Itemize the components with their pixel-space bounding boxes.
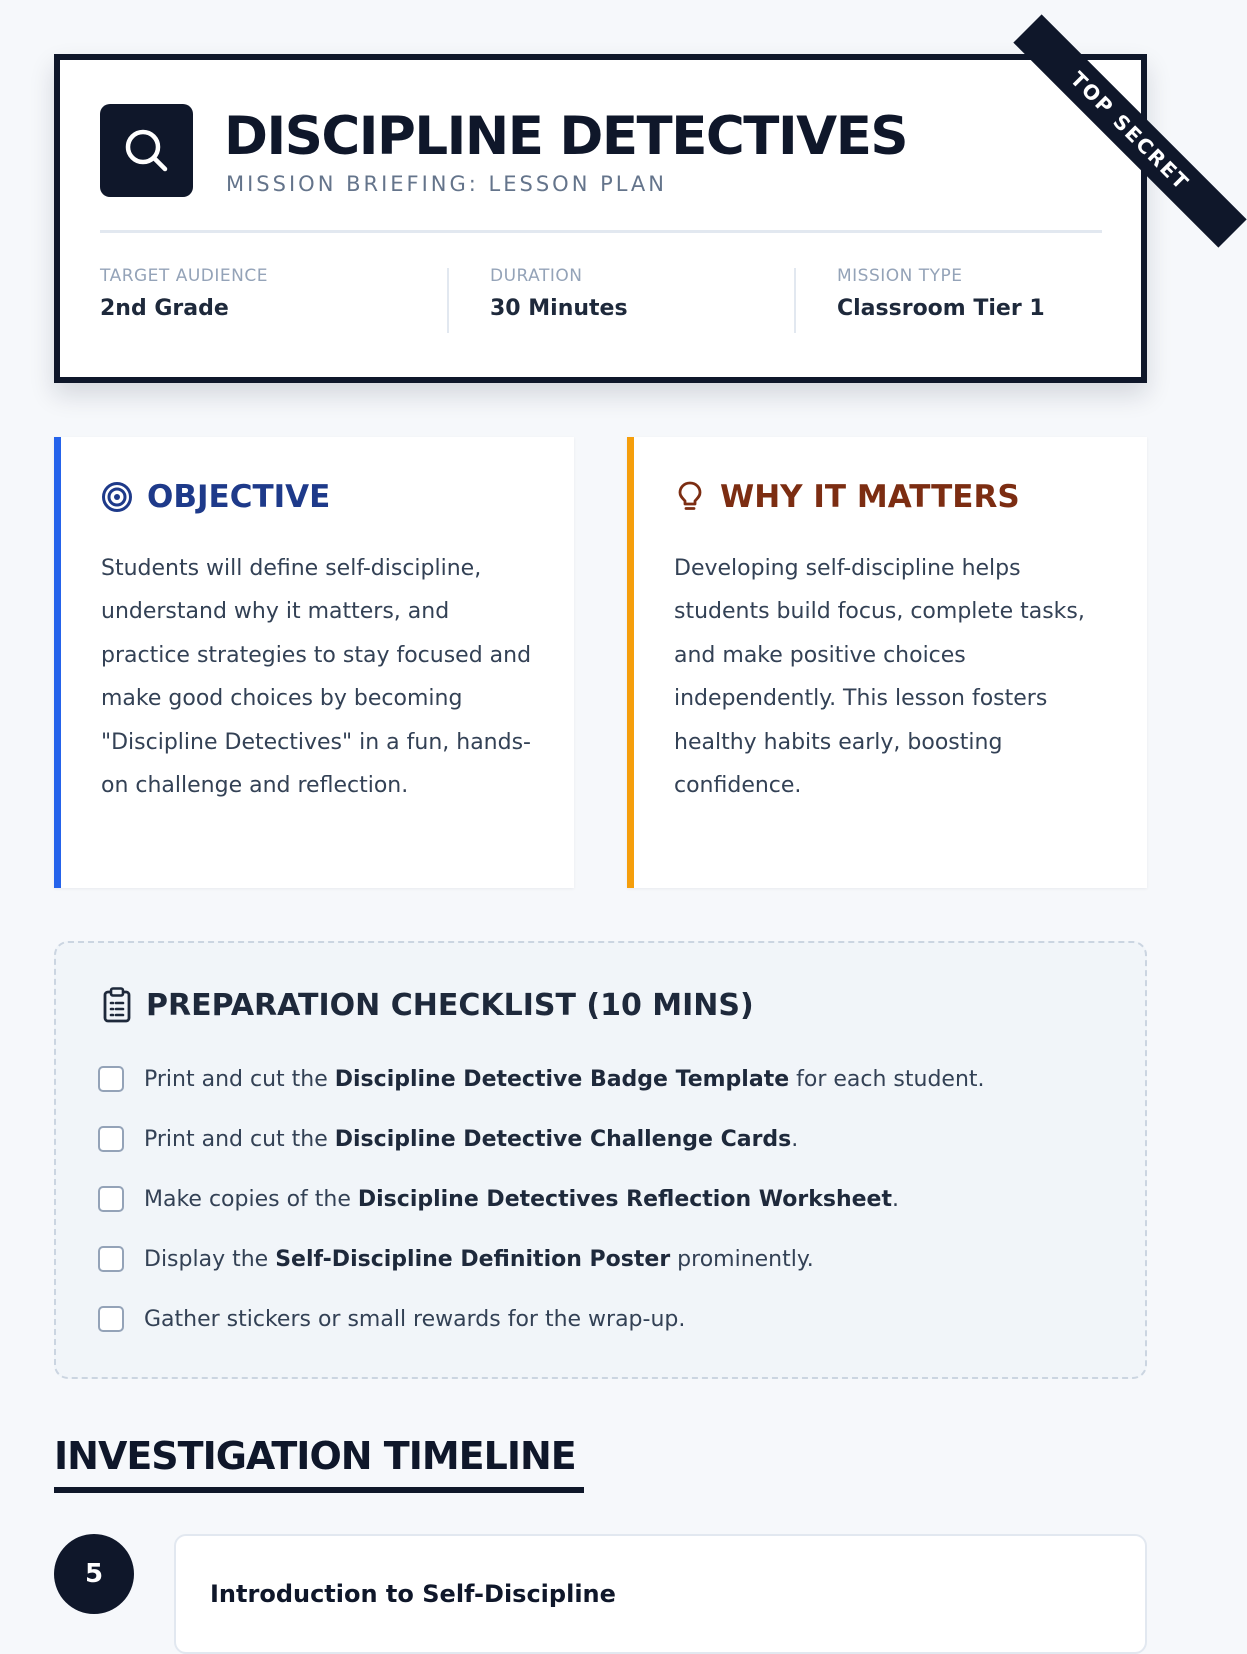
page-title: DISCIPLINE DETECTIVES — [224, 106, 908, 167]
top-secret-ribbon: TOP SECRET — [1013, 14, 1246, 247]
objective-body: Students will define self-discipline, understand why it matters, and practice strategies to stay focused and make good choices by becoming "Discipline Detectives" in a fun, hands-on challenge and reflection. — [101, 556, 532, 799]
checklist-item[interactable] — [98, 1304, 685, 1334]
checklist-header — [102, 987, 754, 1023]
checkbox[interactable] — [98, 1066, 124, 1092]
why-body: Developing self-discipline helps students build focus, complete tasks, and make positive choices independently. This lesson fosters healthy habits early, boosting confidence. — [674, 556, 1085, 799]
objective-card — [54, 437, 574, 888]
checklist-item-text: Print and cut the Discipline Detective Badge Template for each student. — [144, 1066, 985, 1092]
divider — [100, 230, 1102, 233]
checkbox[interactable] — [98, 1306, 124, 1332]
meta-mission-type — [837, 266, 1045, 336]
checklist-item-text: Print and cut the Discipline Detective Challenge Cards. — [144, 1126, 799, 1152]
meta-label: DURATION — [490, 266, 583, 286]
page-subtitle: MISSION BRIEFING: LESSON PLAN — [226, 172, 668, 196]
why-it-matters-card — [627, 437, 1147, 888]
mission-briefing-card — [54, 54, 1195, 383]
checklist-item[interactable] — [98, 1064, 985, 1094]
meta-value: 2nd Grade — [100, 296, 229, 321]
lightbulb-icon — [674, 480, 706, 514]
timeline-title-underline — [54, 1487, 584, 1493]
meta-value: 30 Minutes — [490, 296, 628, 321]
meta-target-audience — [100, 266, 268, 336]
preparation-checklist — [54, 941, 1147, 1379]
checklist-item-text: Make copies of the Discipline Detectives Reflection Worksheet. — [144, 1186, 899, 1212]
checklist-title: PREPARATION CHECKLIST (10 MINS) — [146, 987, 754, 1023]
why-header — [674, 479, 1020, 515]
timeline-step-card — [174, 1534, 1147, 1654]
checklist-item[interactable] — [98, 1184, 899, 1214]
target-icon — [101, 481, 133, 513]
checklist-item-text: Gather stickers or small rewards for the wrap-up. — [144, 1306, 686, 1332]
objective-header — [101, 479, 330, 515]
checkbox[interactable] — [98, 1126, 124, 1152]
meta-label: MISSION TYPE — [837, 266, 963, 286]
timeline-step-number: 5 — [54, 1534, 134, 1614]
logo-badge — [100, 104, 193, 197]
meta-value: Classroom Tier 1 — [837, 296, 1045, 321]
checklist-item[interactable] — [98, 1244, 814, 1274]
meta-separator — [447, 268, 449, 333]
search-icon — [121, 125, 173, 177]
meta-label: TARGET AUDIENCE — [100, 266, 268, 286]
meta-separator — [794, 268, 796, 333]
objective-title: OBJECTIVE — [147, 479, 331, 515]
clipboard-icon — [102, 987, 132, 1023]
checkbox[interactable] — [98, 1186, 124, 1212]
timeline-step-title: Introduction to Self-Discipline — [210, 1580, 616, 1608]
checklist-item[interactable] — [98, 1124, 798, 1154]
meta-duration — [490, 266, 628, 336]
why-title: WHY IT MATTERS — [720, 479, 1020, 515]
checkbox[interactable] — [98, 1246, 124, 1272]
timeline-title: INVESTIGATION TIMELINE — [54, 1434, 576, 1478]
checklist-item-text: Display the Self-Discipline Definition Poster prominently. — [144, 1246, 814, 1272]
